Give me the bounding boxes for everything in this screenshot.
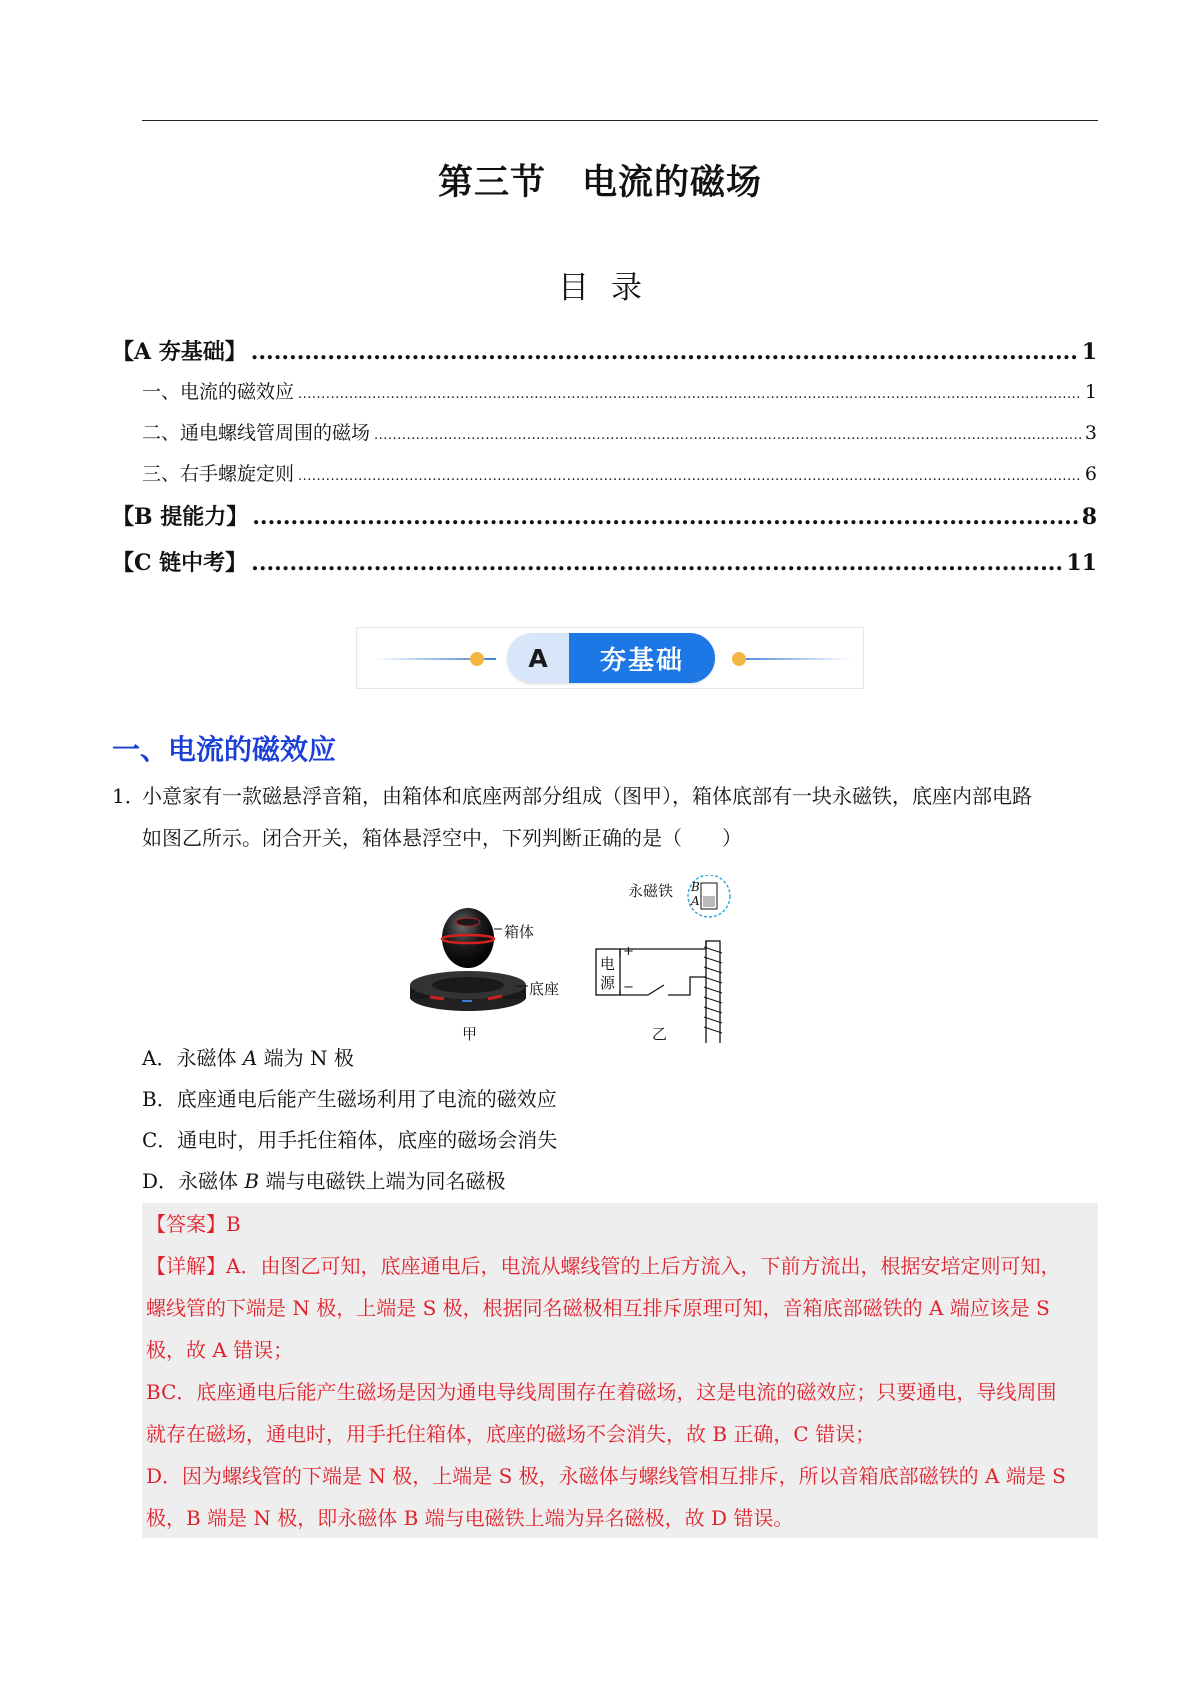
page-title: 第三节 电流的磁场 (437, 163, 762, 203)
question-stem (112, 775, 1102, 859)
banner-label: 夯基础 (569, 633, 715, 683)
question-figure (410, 875, 810, 1043)
detail-line-2: 螺线管的下端是 N 极，上端是 S 极，根据同名磁极相互排斥原理可知，音箱底部磁铁的 A 端应该是 S (146, 1296, 1050, 1320)
toc-leader (298, 463, 1081, 485)
toc-leader (251, 550, 1062, 576)
banner-dot-right (732, 652, 746, 666)
header-rule (142, 120, 1098, 121)
option-a-var: A (242, 1046, 258, 1070)
detail-line-7: 极，B 端是 N 极，即永磁体 B 端与电磁铁上端为异名磁极，故 D 错误。 (146, 1506, 794, 1530)
toc-entry-a[interactable] (112, 335, 1097, 366)
option-a[interactable] (142, 1042, 354, 1071)
figure-label-box: 箱体 (504, 923, 535, 941)
answer-box (142, 1203, 1098, 1538)
figure-label-magnet: 永磁铁 (628, 882, 674, 900)
toc-leader (374, 422, 1081, 444)
detail-line-3: 极，故 A 错误； (146, 1338, 294, 1362)
figure-minus: − (623, 980, 634, 995)
detail-line-5: 就存在磁场，通电时，用手托住箱体，底座的磁场不会消失，故 B 正确，C 错误； (146, 1422, 876, 1446)
toc-entry-c[interactable] (112, 546, 1097, 577)
option-a-text: A．永磁体 (142, 1046, 243, 1070)
figure-caption-a: 甲 (462, 1025, 478, 1043)
figure-pole-b: B (691, 880, 700, 894)
toc-entry-b[interactable] (112, 500, 1097, 531)
toc-entry-label: 【A 夯基础】 (112, 339, 247, 365)
detail-line-1: 【详解】A．由图乙可知，底座通电后，电流从螺线管的上后方流入，下前方流出，根据安培定则可知， (146, 1254, 1061, 1278)
banner-pill (507, 633, 715, 683)
question-line-2: 如图乙所示。闭合开关，箱体悬浮空中，下列判断正确的是（ ） (142, 826, 742, 850)
toc-entry-label: 【C 链中考】 (112, 550, 248, 576)
option-b[interactable]: B．底座通电后能产生磁场利用了电流的磁效应 (142, 1087, 557, 1111)
question-number: 1． (112, 784, 145, 808)
detail-line-4: BC．底座通电后能产生磁场是因为通电导线周围存在着磁场，这是电流的磁效应；只要通电，导线周围 (146, 1380, 1057, 1404)
banner-letter: A (507, 633, 569, 683)
option-d-text: D．永磁体 (142, 1169, 245, 1193)
section-heading: 一、电流的磁效应 (112, 733, 337, 766)
toc-entry-page: 11 (1066, 550, 1097, 576)
figure-source-1: 电 (600, 955, 616, 973)
toc-entry-page: 1 (1081, 339, 1097, 365)
option-a-text-end: 端为 N 极 (257, 1046, 354, 1070)
toc-leader (298, 381, 1081, 403)
question-line-1: 小意家有一款磁悬浮音箱，由箱体和底座两部分组成（图甲），箱体底部有一块永磁铁，底座内部电路 (142, 784, 1032, 808)
option-d-text-end: 端与电磁铁上端为同名磁极 (259, 1169, 506, 1193)
toc-entry-label: 一、电流的磁效应 (142, 381, 295, 403)
option-d-var: B (244, 1169, 260, 1193)
figure-pole-a: A (691, 894, 700, 908)
option-d[interactable] (142, 1165, 505, 1194)
figure-source-2: 源 (600, 974, 616, 992)
toc-entry-page: 1 (1084, 381, 1097, 403)
banner-dot-left (470, 652, 484, 666)
toc-heading: 目录 (558, 270, 664, 306)
toc-leader (252, 504, 1077, 530)
toc-leader (251, 339, 1078, 365)
figure-plus: + (623, 944, 634, 959)
answer-line: 【答案】B (146, 1212, 241, 1236)
toc-entry-3[interactable] (142, 459, 1097, 486)
toc-entry-label: 【B 提能力】 (112, 504, 249, 530)
toc-entry-page: 8 (1081, 504, 1097, 530)
detail-line-6: D．因为螺线管的下端是 N 极，上端是 S 极，永磁体与螺线管相互排斥，所以音箱底部磁铁的 A 端是 S (146, 1464, 1066, 1488)
toc-entry-label: 三、右手螺旋定则 (142, 463, 295, 485)
figure-caption-b: 乙 (652, 1025, 668, 1043)
toc-entry-page: 6 (1084, 463, 1097, 485)
figure-label-base: 底座 (529, 980, 560, 998)
toc-entry-1[interactable] (142, 377, 1097, 404)
option-c[interactable]: C．通电时，用手托住箱体，底座的磁场会消失 (142, 1128, 558, 1152)
section-banner (356, 627, 864, 689)
toc-entry-page: 3 (1084, 422, 1097, 444)
toc-entry-label: 二、通电螺线管周围的磁场 (142, 422, 371, 444)
toc-entry-2[interactable] (142, 418, 1097, 445)
